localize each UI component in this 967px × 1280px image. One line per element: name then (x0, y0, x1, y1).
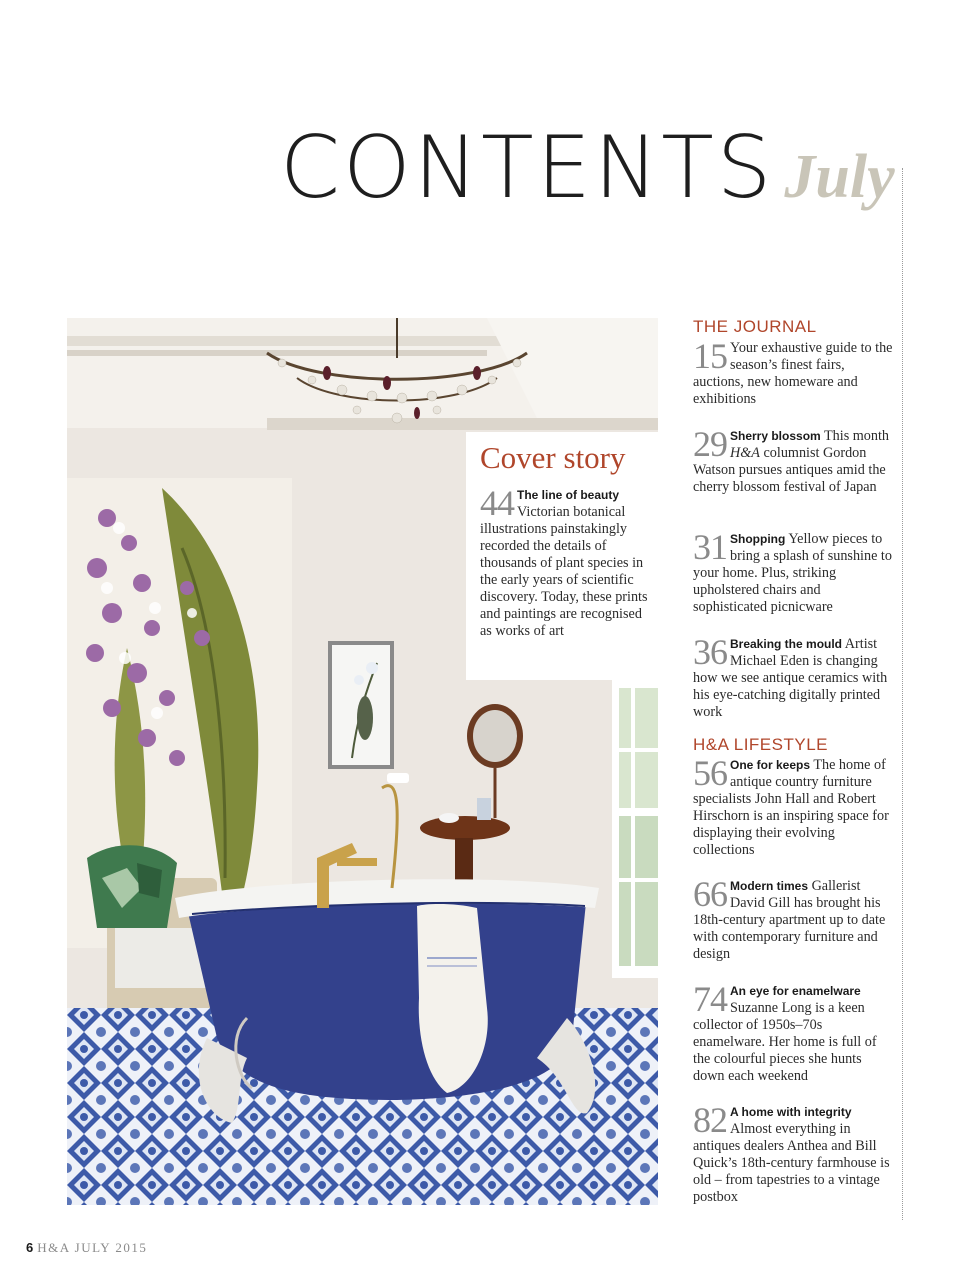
section-heading-lifestyle: H&A LIFESTYLE (693, 735, 828, 754)
folio-page-number: 6 (26, 1240, 34, 1255)
entry-body: Victorian botanical illustrations painstakingly recorded the details of thousands of plant species in the early years of scientific discovery. Today, these prints and paintings are recognised as works of art (480, 504, 648, 639)
entry-body-prefix: This month (824, 428, 890, 444)
entry-headline: The line of beauty (517, 488, 620, 502)
contents-entry[interactable] (693, 527, 893, 616)
contents-entry[interactable] (693, 632, 893, 721)
cover-story-entry[interactable] (480, 483, 648, 640)
dotted-divider (902, 168, 903, 1220)
cover-story-box (466, 432, 658, 680)
page-number: 36 (693, 632, 727, 672)
entry-body: Yellow pieces to bring a splash of sunshine to your home. Plus, striking upholstered chairs and sophisticated picnicware (693, 531, 892, 615)
page-number: 82 (693, 1100, 727, 1140)
entry-headline: Modern times (730, 879, 809, 893)
entry-body: Gallerist David Gill has brought his 18th-century apartment up to date with contemporary furniture and design (693, 878, 886, 962)
entry-body: columnist Gordon Watson pursues antiques amid the cherry blossom festival of Japan (693, 445, 886, 495)
page-title (280, 118, 895, 218)
entry-headline: An eye for enamelware (730, 984, 861, 998)
section-heading-journal: THE JOURNAL (693, 317, 817, 336)
cover-story-heading: Cover story (480, 440, 626, 475)
page-number: 29 (693, 424, 727, 464)
entry-headline: Breaking the mould (730, 637, 843, 651)
page-number: 44 (480, 483, 514, 523)
entry-headline: Shopping (730, 532, 786, 546)
contents-entry[interactable] (693, 1100, 893, 1206)
entry-body: Almost everything in antiques dealers Anthea and Bill Quick’s 18th-century farmhouse is old – from tapestries to a vintage postbox (693, 1121, 890, 1205)
contents-entry[interactable] (693, 424, 893, 496)
entry-body: The home of antique country furniture specialists John Hall and Robert Hirschorn is an inspiring space for displaying their evolving collections (693, 757, 889, 858)
page-number: 66 (693, 874, 727, 914)
page-number: 74 (693, 979, 727, 1019)
contents-entry[interactable] (693, 753, 893, 859)
page-number: 31 (693, 527, 727, 567)
contents-heading: CONTENTS (280, 118, 775, 218)
issue-month: July (784, 143, 895, 211)
page-number: 15 (693, 336, 727, 376)
entry-body: Artist Michael Eden is changing how we see antique ceramics with his eye-catching digitally printed work (693, 636, 888, 720)
page-number: 56 (693, 753, 727, 793)
entry-body: Your exhaustive guide to the season’s finest fairs, auctions, new homeware and exhibitions (693, 340, 893, 407)
entry-body-italic: H&A (730, 445, 760, 461)
contents-entry[interactable] (693, 336, 893, 408)
contents-entry[interactable] (693, 874, 893, 963)
entry-headline: One for keeps (730, 758, 811, 772)
folio-issue: H&A JULY 2015 (37, 1240, 148, 1255)
entry-body: Suzanne Long is a keen collector of 1950s–70s enamelware. Her home is full of the colourful pieces she hunts down each weekend (693, 1000, 877, 1084)
entry-headline: Sherry blossom (730, 429, 821, 443)
entry-headline: A home with integrity (730, 1105, 852, 1119)
contents-entry[interactable] (693, 979, 893, 1085)
page-footer (26, 1240, 147, 1256)
